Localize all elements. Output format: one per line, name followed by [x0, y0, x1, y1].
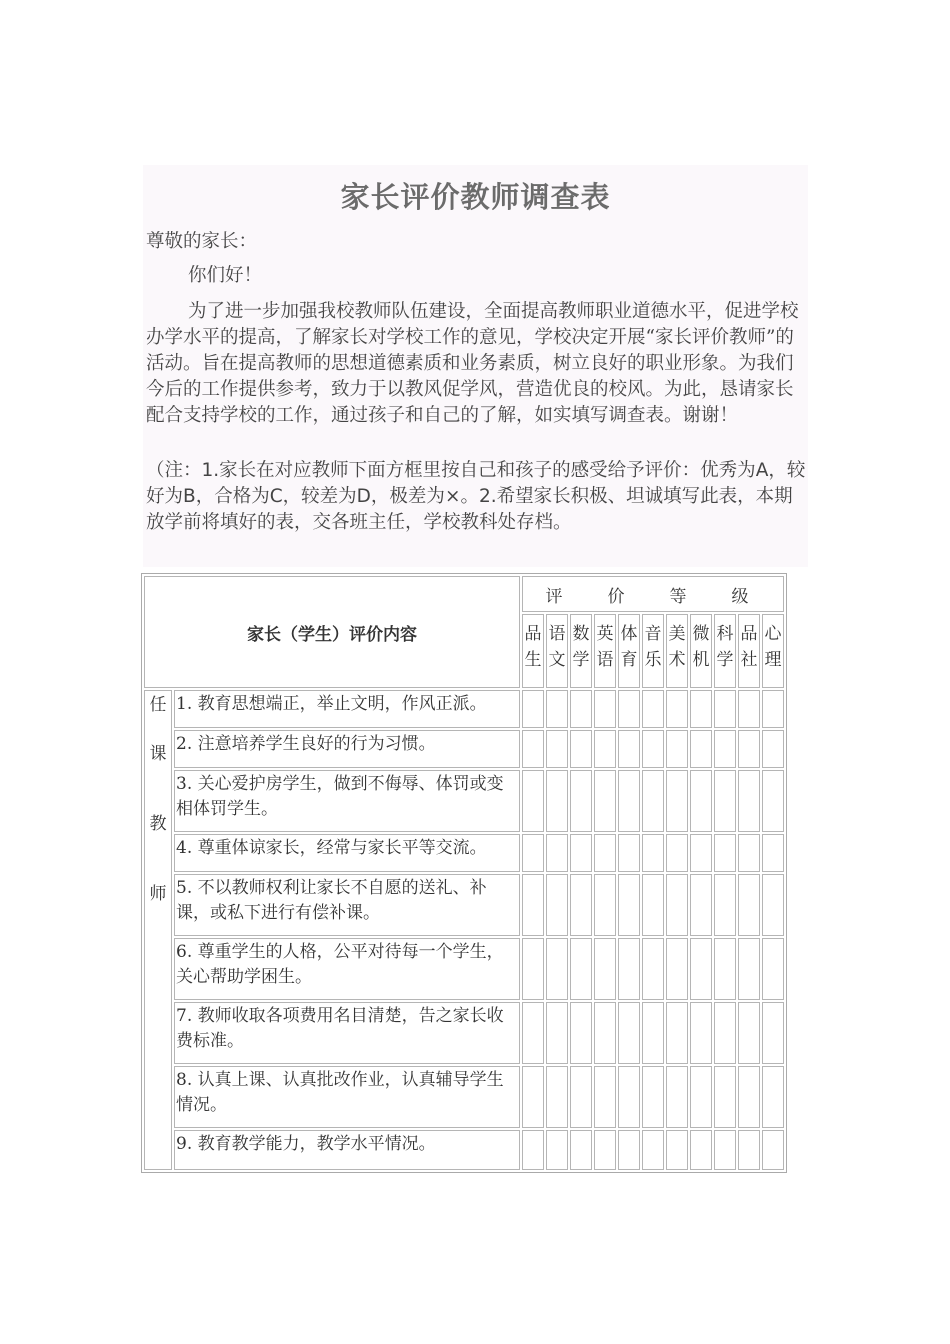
rating-cell[interactable]	[714, 938, 736, 1000]
rating-cell[interactable]	[738, 834, 760, 872]
rating-cell[interactable]	[522, 1130, 544, 1170]
hello-line: 你们好！	[188, 265, 263, 286]
rating-cell[interactable]	[690, 874, 712, 936]
rating-cell[interactable]	[594, 1066, 616, 1128]
rating-cell[interactable]	[738, 1002, 760, 1064]
rating-cell[interactable]	[618, 1066, 640, 1128]
rating-cell[interactable]	[714, 690, 736, 728]
rating-cell[interactable]	[594, 730, 616, 768]
rating-cell[interactable]	[666, 1002, 688, 1064]
rating-cell[interactable]	[714, 834, 736, 872]
rating-cell[interactable]	[546, 730, 568, 768]
rating-cell[interactable]	[546, 874, 568, 936]
rating-cell[interactable]	[738, 730, 760, 768]
rating-cell[interactable]	[618, 690, 640, 728]
subject-header: 语文	[546, 614, 568, 688]
evaluation-item: 2. 注意培养学生良好的行为习惯。	[174, 730, 520, 768]
evaluation-item: 6. 尊重学生的人格，公平对待每一个学生，关心帮助学困生。	[174, 938, 520, 1000]
rating-cell[interactable]	[594, 834, 616, 872]
rating-cell[interactable]	[762, 938, 784, 1000]
rating-cell[interactable]	[522, 938, 544, 1000]
subject-header: 美术	[666, 614, 688, 688]
rating-header-char: 评	[545, 586, 563, 607]
note-text: D	[356, 486, 371, 507]
rating-cell[interactable]	[522, 730, 544, 768]
rating-cell[interactable]	[594, 690, 616, 728]
note-text: ，较差为	[282, 486, 357, 507]
note-text: C	[269, 486, 283, 507]
evaluation-item: 1. 教育思想端正，举止文明，作风正派。	[174, 690, 520, 728]
rating-cell[interactable]	[642, 834, 664, 872]
rating-cell[interactable]	[570, 730, 592, 768]
rating-cell[interactable]	[666, 834, 688, 872]
evaluation-item: 7. 教师收取各项费用名目清楚，告之家长收费标准。	[174, 1002, 520, 1064]
rating-cell[interactable]	[642, 770, 664, 832]
rating-cell[interactable]	[594, 770, 616, 832]
rating-cell[interactable]	[762, 770, 784, 832]
note-text: 希望家长积极、坦诚填写此表，本期放学前将填好的表，交各班主任，学校教科处存档。	[146, 486, 793, 533]
intro-section	[143, 165, 808, 567]
rating-cell[interactable]	[570, 1002, 592, 1064]
rating-cell[interactable]	[522, 690, 544, 728]
rating-cell[interactable]	[690, 1066, 712, 1128]
rating-cell[interactable]	[594, 1002, 616, 1064]
rating-cell[interactable]	[762, 1130, 784, 1170]
rating-cell[interactable]	[522, 1002, 544, 1064]
rating-cell[interactable]	[594, 938, 616, 1000]
evaluation-table	[141, 573, 787, 1173]
subject-header: 数学	[570, 614, 592, 688]
subject-header: 品社	[738, 614, 760, 688]
rating-cell[interactable]	[522, 834, 544, 872]
note-text: 1.	[201, 460, 220, 481]
rating-header	[522, 576, 784, 612]
rating-cell[interactable]	[522, 1066, 544, 1128]
note-text: ，合格为	[195, 486, 270, 507]
rating-cell[interactable]	[690, 834, 712, 872]
rating-cell[interactable]	[762, 690, 784, 728]
rating-cell[interactable]	[570, 1130, 592, 1170]
rating-cell[interactable]	[618, 1002, 640, 1064]
rating-cell[interactable]	[570, 874, 592, 936]
rating-cell[interactable]	[714, 1130, 736, 1170]
rating-cell[interactable]	[546, 1002, 568, 1064]
rating-cell[interactable]	[690, 1130, 712, 1170]
rating-cell[interactable]	[666, 1130, 688, 1170]
rating-cell[interactable]	[666, 690, 688, 728]
note-text: B	[183, 486, 196, 507]
rating-cell[interactable]	[762, 834, 784, 872]
greeting: 尊敬的家长：	[146, 231, 258, 252]
rating-cell[interactable]	[690, 730, 712, 768]
side-label-char: 任	[149, 695, 167, 715]
rating-cell[interactable]	[642, 874, 664, 936]
rating-cell[interactable]	[690, 770, 712, 832]
rating-cell[interactable]	[570, 1066, 592, 1128]
rating-cell[interactable]	[570, 690, 592, 728]
rating-cell[interactable]	[738, 1130, 760, 1170]
rating-cell[interactable]	[690, 938, 712, 1000]
rating-cell[interactable]	[642, 938, 664, 1000]
rating-cell[interactable]	[666, 874, 688, 936]
rating-cell[interactable]	[690, 690, 712, 728]
evaluation-item: 9. 教育教学能力，教学水平情况。	[174, 1130, 520, 1170]
rating-cell[interactable]	[546, 1130, 568, 1170]
rating-cell[interactable]	[522, 874, 544, 936]
note-text: A	[755, 460, 769, 481]
rating-cell[interactable]	[666, 770, 688, 832]
rating-cell[interactable]	[618, 770, 640, 832]
rating-header-char: 级	[731, 586, 749, 607]
subject-header: 科学	[714, 614, 736, 688]
evaluation-item: 3. 关心爱护房学生，做到不侮辱、体罚或变相体罚学生。	[174, 770, 520, 832]
rating-cell[interactable]	[666, 1066, 688, 1128]
rating-cell[interactable]	[546, 770, 568, 832]
rating-cell[interactable]	[762, 1066, 784, 1128]
rating-cell[interactable]	[690, 1002, 712, 1064]
rating-cell[interactable]	[594, 874, 616, 936]
rating-cell[interactable]	[714, 1002, 736, 1064]
note-text: ，极差为	[370, 486, 445, 507]
rating-cell[interactable]	[618, 834, 640, 872]
content-header: 家长（学生）评价内容	[144, 576, 520, 688]
rating-cell[interactable]	[618, 938, 640, 1000]
rating-cell[interactable]	[642, 690, 664, 728]
page-title: 家长评价教师调查表	[340, 180, 611, 214]
rating-cell[interactable]	[546, 1066, 568, 1128]
rating-cell[interactable]	[738, 770, 760, 832]
rating-cell[interactable]	[714, 770, 736, 832]
rating-cell[interactable]	[594, 1130, 616, 1170]
subject-header: 品生	[522, 614, 544, 688]
rating-cell[interactable]	[642, 1066, 664, 1128]
subject-header: 心理	[762, 614, 784, 688]
rating-cell[interactable]	[738, 874, 760, 936]
rating-cell[interactable]	[546, 834, 568, 872]
note-text: ，较好为	[146, 460, 806, 507]
rating-cell[interactable]	[546, 938, 568, 1000]
rating-cell[interactable]	[570, 938, 592, 1000]
subject-header: 体育	[618, 614, 640, 688]
subject-header: 微机	[690, 614, 712, 688]
rating-cell[interactable]	[642, 730, 664, 768]
evaluation-item: 4. 尊重体谅家长，经常与家长平等交流。	[174, 834, 520, 872]
side-label-char: 教	[149, 814, 167, 834]
rating-cell[interactable]	[762, 1002, 784, 1064]
rating-cell[interactable]	[714, 1066, 736, 1128]
intro-paragraph: 为了进一步加强我校教师队伍建设，全面提高教师职业道德水平，促进学校办学水平的提高，了解家长对学校工作的意见，学校决定开展“家长评价教师”的活动。旨在提高教师的思想道德素质和业务素质，树立良好的职业形象。为我们今后的工作提供参考，致力于以教风促学风，营造优良的校风。为此，恳请家长配合支持学校的工作，通过孩子和自己的了解，如实填写调查表。谢谢！	[146, 301, 799, 426]
rating-cell[interactable]	[546, 690, 568, 728]
rating-header-char: 价	[607, 586, 625, 607]
rating-cell[interactable]	[738, 1066, 760, 1128]
evaluation-item: 5. 不以教师权利让家长不自愿的送礼、补课，或私下进行有偿补课。	[174, 874, 520, 936]
note-text: （注：	[146, 460, 202, 481]
note-paragraph	[146, 458, 808, 536]
rating-cell[interactable]	[570, 770, 592, 832]
subject-header: 英语	[594, 614, 616, 688]
note-text: 家长在对应教师下面方框里按自己和孩子的感受给予评价：优秀为	[219, 460, 756, 481]
rating-cell[interactable]	[522, 770, 544, 832]
rating-cell[interactable]	[618, 730, 640, 768]
rating-cell[interactable]	[618, 1130, 640, 1170]
rating-cell[interactable]	[642, 1130, 664, 1170]
rating-cell[interactable]	[618, 874, 640, 936]
rating-cell[interactable]	[714, 874, 736, 936]
evaluation-item: 8. 认真上课、认真批改作业，认真辅导学生情况。	[174, 1066, 520, 1128]
side-label-char: 课	[149, 744, 167, 764]
rating-cell[interactable]	[570, 834, 592, 872]
rating-cell[interactable]	[762, 874, 784, 936]
rating-cell[interactable]	[666, 938, 688, 1000]
subject-header: 音乐	[642, 614, 664, 688]
rating-cell[interactable]	[714, 730, 736, 768]
rating-cell[interactable]	[738, 938, 760, 1000]
rating-cell[interactable]	[738, 690, 760, 728]
rating-cell[interactable]	[762, 730, 784, 768]
rating-cell[interactable]	[642, 1002, 664, 1064]
note-text: ×。2.	[444, 486, 497, 507]
rating-cell[interactable]	[666, 730, 688, 768]
side-label-char: 师	[149, 884, 167, 904]
rating-header-char: 等	[669, 586, 687, 607]
teacher-side-label	[144, 690, 172, 1170]
